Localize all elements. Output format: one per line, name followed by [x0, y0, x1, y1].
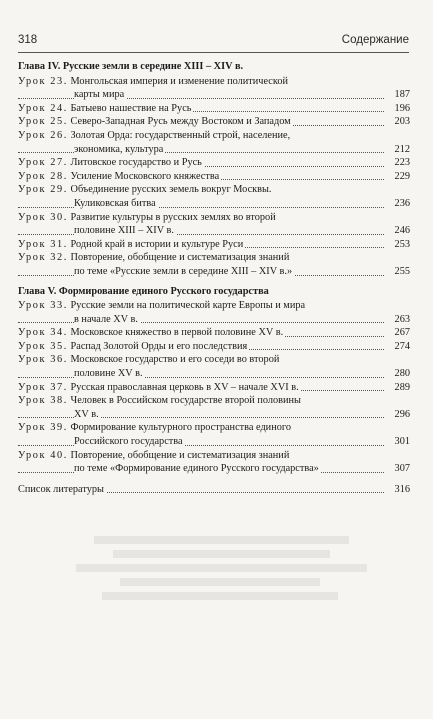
table-of-contents [18, 60, 410, 496]
lesson-title: Российского государства [74, 436, 183, 448]
toc-entry [18, 381, 410, 395]
lesson-title: экономика, культура [74, 143, 164, 155]
lesson-title: Куликовская битва [74, 197, 156, 209]
toc-page-number: 223 [394, 157, 410, 169]
toc-entry-text [74, 436, 185, 447]
toc-entry-text [18, 116, 293, 127]
lesson-title: карты мира [74, 89, 125, 101]
lesson-number: Урок 40. [18, 449, 68, 461]
toc-entry-text [18, 103, 193, 114]
lesson-title: по теме «Формирование единого Русского государства» [74, 463, 319, 475]
lesson-number: Урок 34. [18, 327, 68, 339]
lesson-title: Повторение, обобщение и систематизация знаний [70, 252, 290, 264]
toc-entry-line [18, 265, 410, 279]
bibliography-entry [18, 483, 410, 497]
toc-entry-text [74, 225, 176, 236]
toc-entry-line [18, 326, 410, 340]
toc-entry-line [18, 449, 410, 463]
toc-entry-line [18, 353, 410, 367]
lesson-number: Урок 38. [18, 395, 68, 407]
toc-entry [18, 449, 410, 476]
toc-entry-text [74, 266, 294, 277]
toc-entry [18, 102, 410, 116]
toc-entry-text [74, 463, 321, 474]
toc-entry-line [18, 129, 410, 143]
lesson-number: Урок 37. [18, 381, 68, 393]
toc-entry [18, 251, 410, 278]
toc-page-number: 253 [394, 238, 410, 250]
toc-entry-text [18, 239, 245, 250]
toc-entry-line [18, 143, 410, 157]
toc-entry-text [74, 198, 158, 209]
lesson-title: Северо-Западная Русь между Востоком и Западом [70, 116, 291, 128]
lesson-title: Батыево нашествие на Русь [70, 102, 192, 114]
lesson-title: Объединение русских земель вокруг Москвы. [70, 184, 272, 196]
toc-page-number: 301 [394, 436, 410, 448]
toc-entry-text [18, 130, 292, 141]
toc-entry-text [18, 171, 221, 182]
toc-entry [18, 156, 410, 170]
toc-page-number: 267 [394, 327, 410, 339]
dot-leader [18, 445, 384, 446]
toc-page-number: 196 [394, 102, 410, 114]
lesson-title: Московское государство и его соседи во второй [70, 354, 280, 366]
toc-entry [18, 75, 410, 102]
toc-entry [18, 129, 410, 156]
toc-entry-text [18, 354, 281, 365]
toc-entry-line [18, 75, 410, 89]
toc-page-number: 229 [394, 170, 410, 182]
toc-entry-line [18, 435, 410, 449]
toc-entry-line [18, 170, 410, 184]
header-rule [18, 52, 409, 53]
toc-entry-text [18, 395, 303, 406]
toc-page-number: 280 [394, 368, 410, 380]
lesson-title: Усиление Московского княжества [70, 170, 220, 182]
toc-page-number: 187 [394, 89, 410, 101]
toc-entry [18, 326, 410, 340]
toc-entry-text [18, 184, 274, 195]
chapter-title: Глава V. Формирование единого Русского государства [18, 285, 269, 297]
dot-leader [18, 98, 384, 99]
dot-leader [18, 234, 384, 235]
toc-entry-text [18, 422, 293, 433]
toc-entry-line [18, 340, 410, 354]
toc-entry-text [74, 409, 101, 420]
lesson-title: Московское княжество в первой половине XV в. [70, 327, 284, 339]
toc-page-number: 307 [394, 463, 410, 475]
dot-leader [18, 322, 384, 323]
toc-entry-line [18, 462, 410, 476]
lesson-number: Урок 25. [18, 116, 68, 128]
toc-entry-line [18, 224, 410, 238]
chapter-title: Глава IV. Русские земли в середине XIII – XIV в. [18, 61, 244, 72]
lesson-title: по теме «Русские земли в середине XIII – XIV в.» [74, 265, 293, 277]
lesson-number: Урок 26. [18, 129, 68, 141]
toc-entry-line [18, 88, 410, 102]
lesson-number: Урок 28. [18, 170, 68, 182]
toc-entry-text [18, 450, 291, 461]
lesson-title: Формирование культурного пространства единого [70, 422, 291, 434]
dot-leader [18, 152, 384, 153]
toc-page-number: 274 [394, 340, 410, 352]
lesson-number: Урок 23. [18, 75, 68, 87]
toc-entry-line [18, 197, 410, 211]
toc-entry-text [18, 300, 307, 311]
lesson-number: Урок 32. [18, 252, 68, 264]
lesson-title: Русская православная церковь в XV – начале XVI в. [70, 381, 299, 393]
toc-entry-text [74, 368, 145, 379]
toc-page-number: 236 [394, 197, 410, 209]
toc-entry-text [18, 252, 291, 263]
running-header [18, 34, 409, 50]
toc-entry [18, 353, 410, 380]
toc-entry [18, 238, 410, 252]
lesson-number: Урок 30. [18, 211, 68, 223]
toc-entry-line [18, 381, 410, 395]
lesson-title: в начале XV в. [74, 313, 138, 325]
toc-entry-text [18, 341, 249, 352]
lesson-title: Родной край в истории и культуре Руси [70, 238, 244, 250]
lesson-title: Повторение, обобщение и систематизация знаний [70, 449, 290, 461]
toc-entry-line [18, 251, 410, 265]
page-number: 318 [18, 34, 38, 46]
toc-entry-line [18, 394, 410, 408]
lesson-title: половине XIII – XIV в. [74, 225, 174, 237]
toc-page-number: 203 [394, 116, 410, 128]
dot-leader [18, 417, 384, 418]
toc-entry-text [18, 382, 301, 393]
lesson-number: Урок 36. [18, 354, 68, 366]
toc-entry [18, 299, 410, 326]
toc-entry-line [18, 115, 410, 129]
lesson-title: XV в. [74, 408, 99, 420]
lesson-number: Урок 35. [18, 340, 68, 352]
toc-entry [18, 211, 410, 238]
toc-entry-text [18, 327, 285, 338]
lesson-title: Золотая Орда: государственный строй, население, [70, 129, 291, 141]
toc-entry-line [18, 183, 410, 197]
lesson-title: половине XV в. [74, 368, 143, 380]
toc-entry-line [18, 408, 410, 422]
toc-entry-text [18, 157, 204, 168]
toc-entry-line [18, 421, 410, 435]
toc-entry-line [18, 299, 410, 313]
toc-entry-line [18, 211, 410, 225]
lesson-title: Монгольская империя и изменение политической [70, 75, 289, 87]
lesson-title: Русские земли на политической карте Европы и мира [70, 300, 306, 312]
toc-entry-text [18, 76, 290, 87]
dot-leader [18, 377, 384, 378]
lesson-title: Развитие культуры в русских землях во второй [70, 211, 276, 223]
toc-entry [18, 115, 410, 129]
lesson-title: Человек в Российском государстве второй половины [70, 395, 301, 407]
toc-entry-line [18, 238, 410, 252]
toc-entry [18, 183, 410, 210]
dot-leader [18, 207, 384, 208]
lesson-number: Урок 29. [18, 184, 68, 196]
toc-entry-line [18, 156, 410, 170]
section-title: Содержание [341, 34, 409, 46]
toc-entry-text [74, 89, 126, 100]
toc-entry-line [18, 102, 410, 116]
bibliography-title: Список литературы [18, 483, 104, 495]
toc-entry [18, 394, 410, 421]
lesson-title: Распад Золотой Орды и его последствия [70, 340, 248, 352]
lesson-number: Урок 27. [18, 157, 68, 169]
bleed-through-text [40, 530, 403, 680]
toc-entry [18, 421, 410, 448]
toc-page-number: 212 [394, 143, 410, 155]
toc-entry-text [18, 212, 278, 223]
lesson-number: Урок 24. [18, 102, 68, 114]
toc-page-number: 255 [394, 265, 410, 277]
lesson-title: Литовское государство и Русь [70, 157, 202, 169]
lesson-number: Урок 33. [18, 300, 68, 312]
toc-entry [18, 340, 410, 354]
toc-page-number: 316 [394, 483, 410, 495]
lesson-number: Урок 31. [18, 238, 68, 250]
toc-entry-line [18, 313, 410, 327]
toc-entry-line [18, 367, 410, 381]
toc-page-number: 296 [394, 408, 410, 420]
lesson-number: Урок 39. [18, 422, 68, 434]
toc-entry-text [74, 144, 165, 155]
toc-entry [18, 170, 410, 184]
toc-page-number: 263 [394, 313, 410, 325]
toc-page-number: 246 [394, 225, 410, 237]
toc-entry-text [74, 314, 140, 325]
toc-page-number: 289 [394, 381, 410, 393]
